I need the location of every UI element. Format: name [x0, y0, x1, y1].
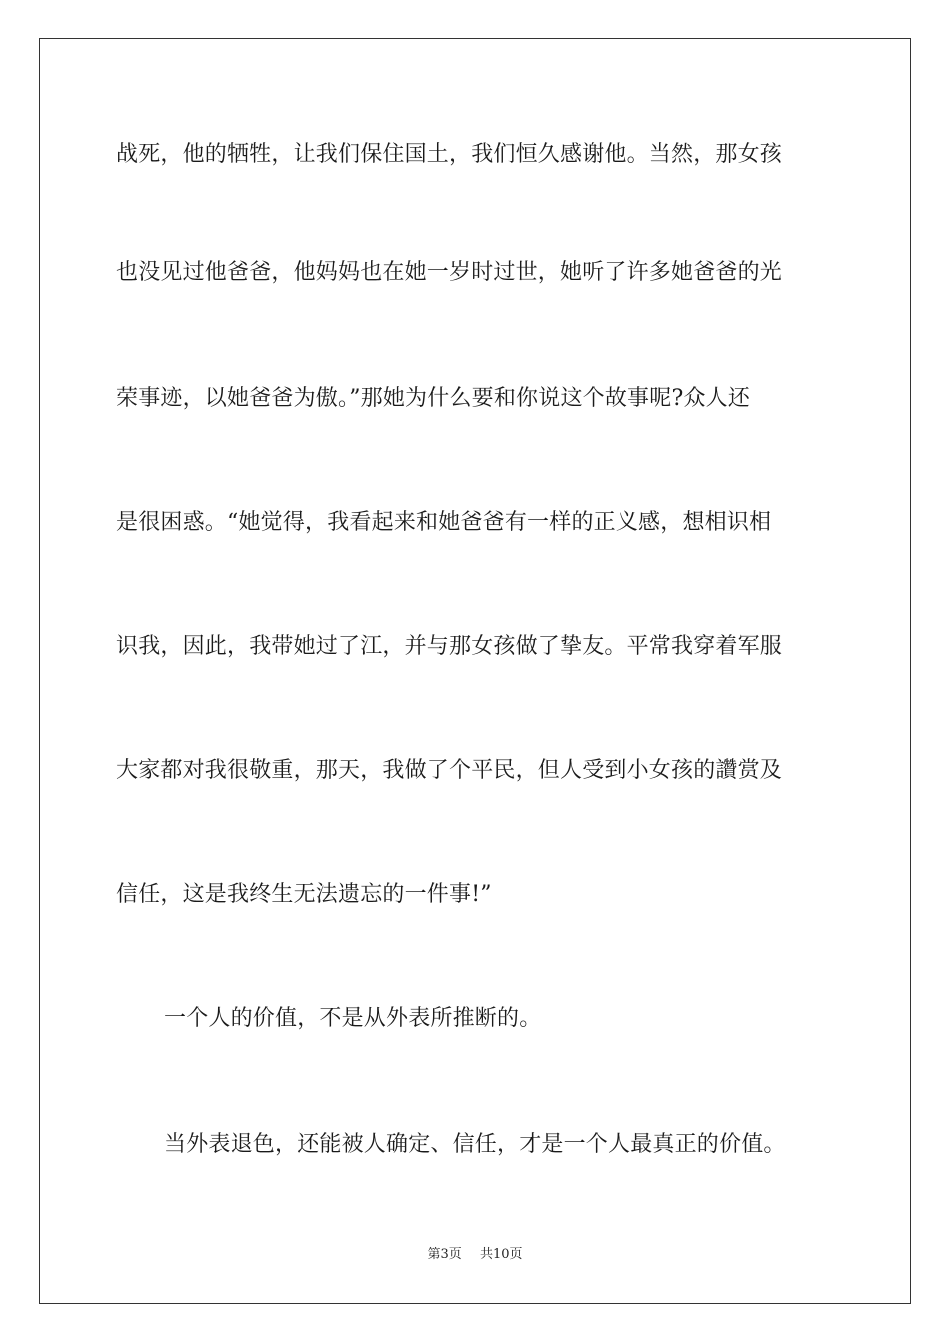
- body-text-line-2: 也没见过他爸爸，他妈妈也在她一岁时过世，她听了许多她爸爸的光: [116, 260, 783, 285]
- body-text-line-7: 信任，这是我终生无法遗忘的一件事!”: [116, 882, 492, 907]
- page-total: 共10页: [479, 1247, 523, 1262]
- page-frame: [39, 38, 911, 1304]
- body-text-line-5: 识我，因此，我带她过了江，并与那女孩做了挚友。平常我穿着军服: [116, 634, 783, 659]
- page-number: 第3页: [427, 1247, 462, 1262]
- body-text-line-3: 荣事迹，以她爸爸为傲。”那她为什么要和你说这个故事呢?众人还: [116, 386, 751, 411]
- page-footer: [0, 1246, 950, 1264]
- paragraph-conclusion: 当外表退色，还能被人确定、信任，才是一个人最真正的价值。: [164, 1132, 786, 1157]
- body-text-line-1: 战死，他的牺牲，让我们保住国土，我们恒久感谢他。当然，那女孩: [116, 142, 783, 167]
- paragraph-value-statement: 一个人的价值，不是从外表所推断的。: [164, 1006, 542, 1031]
- body-text-line-4: 是很困惑。“她觉得，我看起来和她爸爸有一样的正义感，想相识相: [116, 510, 772, 535]
- body-text-line-6: 大家都对我很敬重，那天，我做了个平民，但人受到小女孩的讚赏及: [116, 758, 783, 783]
